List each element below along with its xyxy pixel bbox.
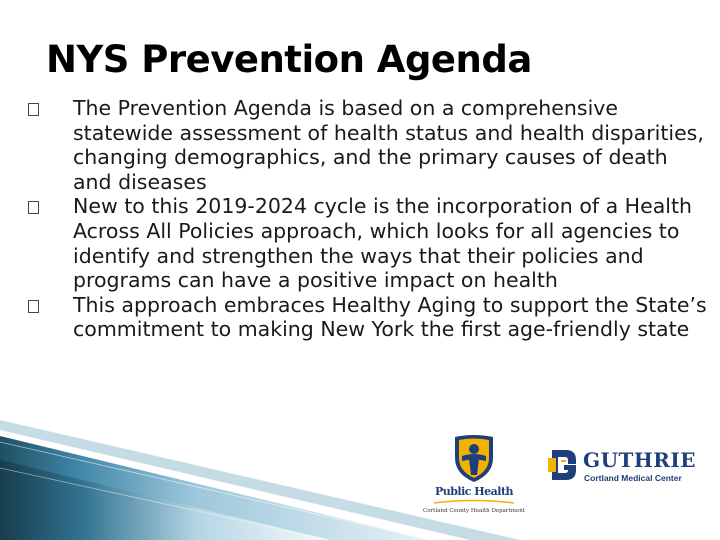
checkbox-bullet-icon [28, 300, 39, 313]
public-health-department: Cortland County Health Department [423, 508, 525, 514]
bullet-item [28, 194, 708, 292]
swoosh-icon [412, 499, 536, 505]
guthrie-subtitle: Cortland Medical Center [584, 473, 682, 483]
guthrie-name: GUTHRIE [583, 448, 697, 472]
slide-title: NYS Prevention Agenda [46, 38, 532, 81]
public-health-logo [412, 434, 536, 524]
public-health-name: Public Health [434, 485, 514, 498]
checkbox-bullet-icon [28, 201, 39, 214]
bullet-text: The Prevention Agenda is based on a comprehensive statewide assessment of health status and health disparities, changing demographics, and the primary causes of death and diseases [73, 96, 704, 194]
bullet-item [28, 96, 708, 194]
checkbox-bullet-icon [28, 103, 39, 116]
bullet-text: This approach embraces Healthy Aging to support the State’s commitment to making New York the first age-friendly state [73, 292, 707, 342]
bullet-list [28, 96, 708, 342]
bullet-item [28, 293, 708, 342]
bullet-text: New to this 2019-2024 cycle is the incorporation of a Health Across All Policies approach, which looks for all agencies to identify and strengthen the ways that their policies and programs can have a positive impact on health [73, 194, 692, 293]
guthrie-logo [548, 446, 698, 486]
public-health-shield-icon [412, 434, 536, 484]
guthrie-emblem-icon [548, 448, 580, 482]
